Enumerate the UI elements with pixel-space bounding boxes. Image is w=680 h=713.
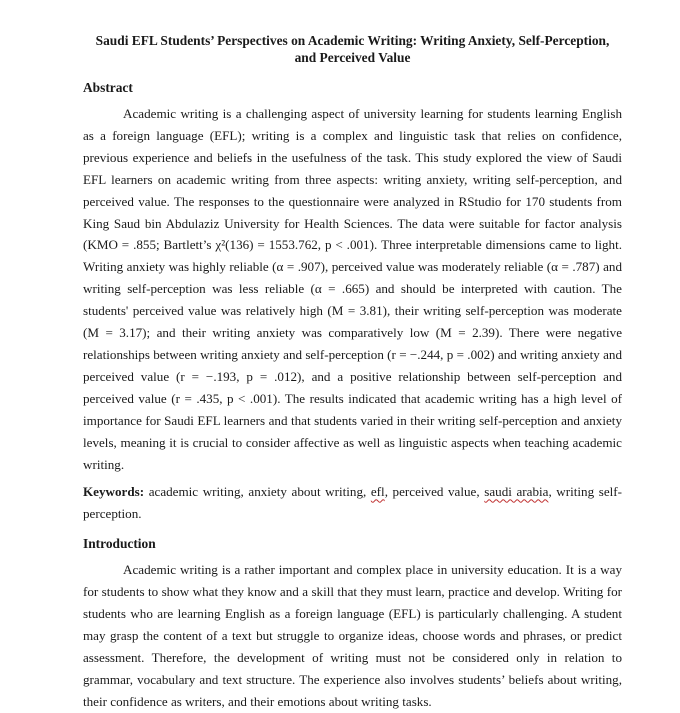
keywords-part-3: , writing self-perception. (83, 484, 622, 522)
abstract-heading: Abstract (83, 80, 133, 95)
keyword-saudi-arabia: saudi arabia (484, 484, 549, 500)
introduction-text: Academic writing is a rather important and complex place in university education. It is a way for students to show what they know and a skill that they must learn, practice and develop. Writing for students who are learning English as a foreign language (EFL) is particularly challenging. A student may grasp the content of a text but struggle to organize ideas, choose words and phrases, or predict assessment. Therefore, the development of writing must not be considered only in relation to grammar, vocabulary and text structure. The experience also involves students’ beliefs about writing, their confidence as writers, and their emotions about writing tasks. (83, 562, 622, 709)
keywords-label: Keywords: (83, 484, 145, 500)
paper-title-line-1: Saudi EFL Students’ Perspectives on Academic Writing: Writing Anxiety, Self-Perception, (95, 33, 610, 48)
keywords-part-2: , perceived value, (384, 484, 485, 500)
keyword-efl: efl (370, 484, 385, 500)
introduction-heading: Introduction (83, 536, 156, 552)
paper-title-line-2: and Perceived Value (294, 50, 411, 65)
keywords-line (83, 481, 622, 525)
keywords-part-1: academic writing, anxiety about writing, (144, 484, 371, 500)
paper-title (83, 32, 622, 66)
abstract-text: Academic writing is a challenging aspect of university learning for students learning English as a foreign language (EFL); writing is a complex and linguistic task that relies on confidence, previous experience and beliefs in the usefulness of the task. This study explored the view of Saudi EFL learners on academic writing from three aspects: writing anxiety, writing self-perception, and perceived value. The responses to the questionnaire were analyzed in RStudio for 170 students from King Saud bin Abdulaziz University for Health Sciences. The data were suitable for factor analysis (KMO = .855; Bartlett’s χ²(136) = 1553.762, p < .001). Three interpretable dimensions came to light. Writing anxiety was highly reliable (α = .907), perceived value was moderately reliable (α = .787) and writing self-perception was less reliable (α = .665) and should be interpreted with caution. The students' perceived value was relatively high (M = 3.81), their writing self-perception was moderate (M = 3.17); and their writing anxiety was comparatively low (M = 2.39). There were negative relationships between writing anxiety and self-perception (r = −.244, p = .002) and writing anxiety and perceived value (r = −.193, p = .012), and a positive relationship between self-perception and perceived value (r = .435, p < .001). The results indicated that academic writing has a high level of importance for Saudi EFL learners and that students varied in their writing self-perception and anxiety levels, meaning it is crucial to consider affective as well as linguistic aspects when teaching academic writing. (83, 106, 622, 472)
